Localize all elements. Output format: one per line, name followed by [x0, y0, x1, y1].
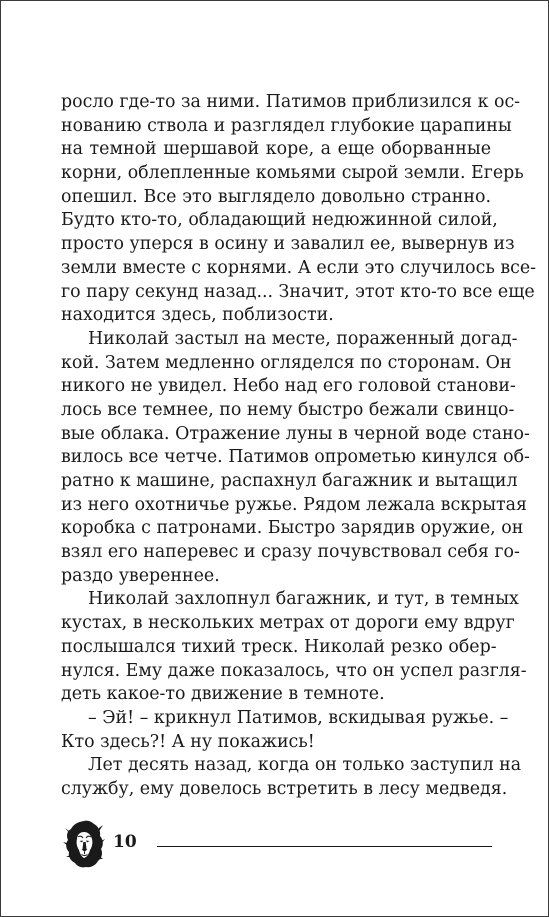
text-line: Будто кто-то, обладающий недюжинной силой, [61, 210, 498, 231]
body-text [61, 91, 537, 802]
page-number: 10 [113, 832, 137, 852]
text-line: коробка с патронами. Быстро зарядив оружие, он [61, 518, 524, 539]
text-line: корни, облепленные комьями сырой земли. Егерь [61, 163, 524, 184]
text-line: лось все темнее, по нему быстро бежали свинцо- [61, 399, 515, 420]
text-line: Лет десять назад, когда он только заступил на [88, 755, 522, 776]
text-line: ратно к машине, распахнул багажник и вытащил [61, 471, 518, 491]
lion-head-icon [63, 819, 105, 869]
text-line: Николай захлопнул багажник, и тут, в темных [88, 589, 519, 610]
page-footer [1, 816, 549, 876]
footer-divider [157, 846, 492, 847]
text-line: взял его наперевес и сразу почувствовал себя го- [61, 542, 520, 563]
text-line: находится здесь, поблизости. [61, 305, 334, 326]
text-line: деть какое-то движение в темноте. [61, 684, 385, 705]
text-line: из него охотничье ружье. Рядом лежала вскрытая [61, 494, 527, 515]
text-line: опешил. Все это выглядело довольно странно. [61, 186, 491, 207]
text-line: го пару секунд назад... Значит, этот кто-то все еще [61, 281, 535, 302]
text-line: службу, ему довелось встретить в лесу медведя. [61, 778, 508, 799]
text-line: Кто здесь?! А ну покажись! [61, 731, 315, 752]
text-line: росло где-то за ними. Патимов приблизился к ос- [61, 92, 521, 112]
text-line: раздо увереннее. [61, 565, 220, 586]
text-line: кустах, в нескольких метрах от дороги ему вдруг [61, 613, 515, 634]
text-line: послышался тихий треск. Николай резко обер- [61, 636, 497, 657]
text-line: никого не увидел. Небо над его головой станови- [61, 376, 516, 397]
text-line: земли вместе с корнями. А если это случилось все- [61, 257, 537, 278]
text-line: – Эй! – крикнул Патимов, вскидывая ружье. – [88, 707, 509, 728]
text-line: просто уперся в осину и завалил ее, вывернув из [61, 234, 515, 255]
text-line: вые облака. Отражение луны в черной воде стано- [61, 423, 530, 444]
text-line: вилось все четче. Патимов опрометью кинулся об- [61, 447, 530, 468]
text-line: кой. Затем медленно огляделся по сторонам. Он [61, 352, 512, 373]
text-line: на темной шершавой коре, а еще оборванные [61, 139, 491, 160]
text-line: Николай застыл на месте, пораженный догад- [88, 328, 518, 349]
text-line: нулся. Ему даже показалось, что он успел разгля- [61, 660, 527, 681]
text-line: нованию ствола и разглядел глубокие царапины [61, 115, 512, 136]
